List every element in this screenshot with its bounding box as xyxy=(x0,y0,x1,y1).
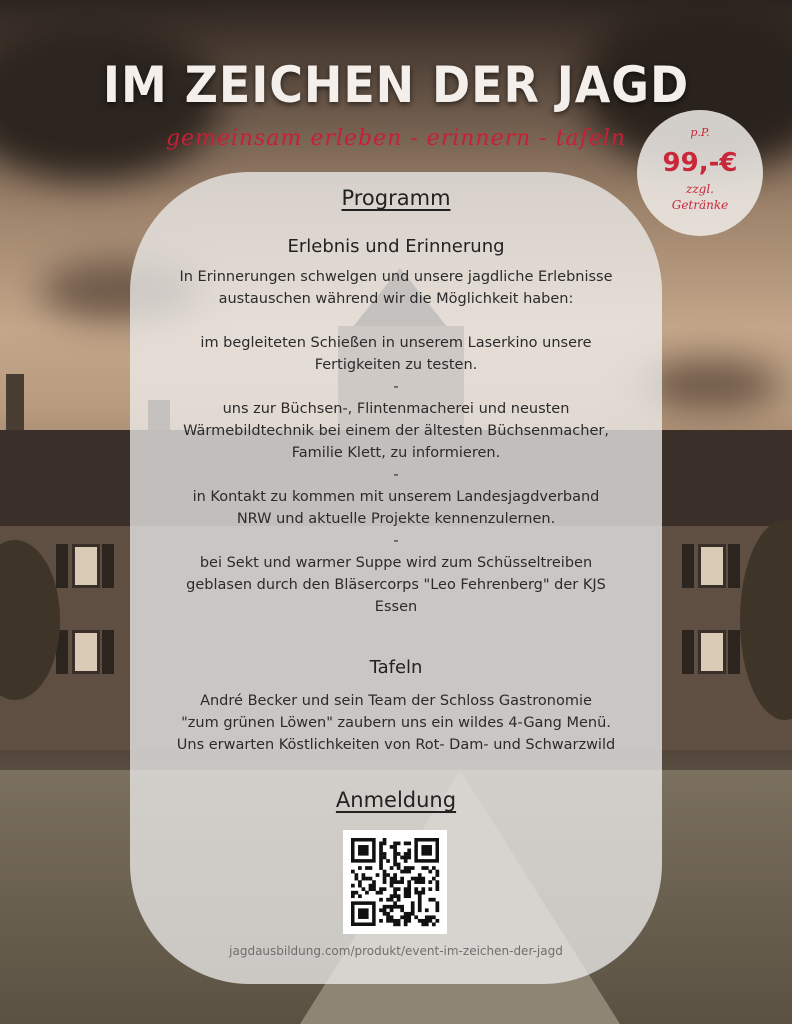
section-text-tafeln xyxy=(130,690,662,756)
shutter xyxy=(102,544,114,588)
text-line: uns zur Büchsen-, Flintenmacherei und neusten xyxy=(222,401,570,417)
poster-subtitle: gemeinsam erleben - erinnern - tafeln xyxy=(165,126,627,151)
text-line: André Becker und sein Team der Schloss Gastronomie xyxy=(200,693,592,709)
price-badge xyxy=(637,110,763,236)
window xyxy=(72,630,100,674)
registration-url[interactable]: jagdausbildung.com/produkt/event-im-zeichen-der-jagd xyxy=(229,944,563,958)
price-note: zzgl. xyxy=(686,182,714,196)
price-per-person: p.P. xyxy=(690,126,710,139)
section-text-erlebnis xyxy=(130,266,662,618)
shutter xyxy=(56,544,68,588)
shutter xyxy=(682,544,694,588)
window xyxy=(72,544,100,588)
shutter xyxy=(728,544,740,588)
text-line: NRW und aktuelle Projekte kennenzulernen. xyxy=(236,511,556,527)
text-line: Uns erwarten Köstlichkeiten von Rot- Dam- und Schwarzwild xyxy=(176,737,616,753)
section-heading-tafeln: Tafeln xyxy=(369,657,423,678)
text-line: austauschen während wir die Möglichkeit haben: xyxy=(218,291,574,307)
chimney xyxy=(6,374,24,434)
shutter xyxy=(682,630,694,674)
price-amount: 99,-€ xyxy=(662,148,738,178)
text-line: Essen xyxy=(374,599,418,615)
text-line: im begleiteten Schießen in unserem Laserkino unsere xyxy=(200,335,592,351)
text-line xyxy=(130,310,662,332)
shutter xyxy=(102,630,114,674)
section-heading-erlebnis: Erlebnis und Erinnerung xyxy=(287,236,505,257)
price-note-drinks: Getränke xyxy=(671,198,729,212)
poster-title: IM ZEICHEN DER JAGD xyxy=(102,56,690,114)
text-line: In Erinnerungen schwelgen und unsere jagdliche Erlebnisse xyxy=(179,269,613,285)
text-line: - xyxy=(393,533,399,549)
text-line: - xyxy=(393,379,399,395)
text-line: Wärmebildtechnik bei einem der ältesten Büchsenmacher, xyxy=(183,423,609,439)
window xyxy=(698,544,726,588)
programm-heading: Programm xyxy=(341,186,451,210)
text-line: - xyxy=(393,467,399,483)
window xyxy=(698,630,726,674)
text-line: Familie Klett, zu informieren. xyxy=(291,445,501,461)
shutter xyxy=(728,630,740,674)
anmeldung-heading: Anmeldung xyxy=(335,788,457,812)
text-line: in Kontakt zu kommen mit unserem Landesjagdverband xyxy=(192,489,600,505)
text-line: Fertigkeiten zu testen. xyxy=(314,357,478,373)
text-line: geblasen durch den Bläsercorps "Leo Fehrenberg" der KJS xyxy=(186,577,606,593)
text-line: bei Sekt und warmer Suppe wird zum Schüsseltreiben xyxy=(199,555,593,571)
text-line: "zum grünen Löwen" zaubern uns ein wildes 4-Gang Menü. xyxy=(181,715,611,731)
qr-code-icon[interactable] xyxy=(343,830,447,934)
